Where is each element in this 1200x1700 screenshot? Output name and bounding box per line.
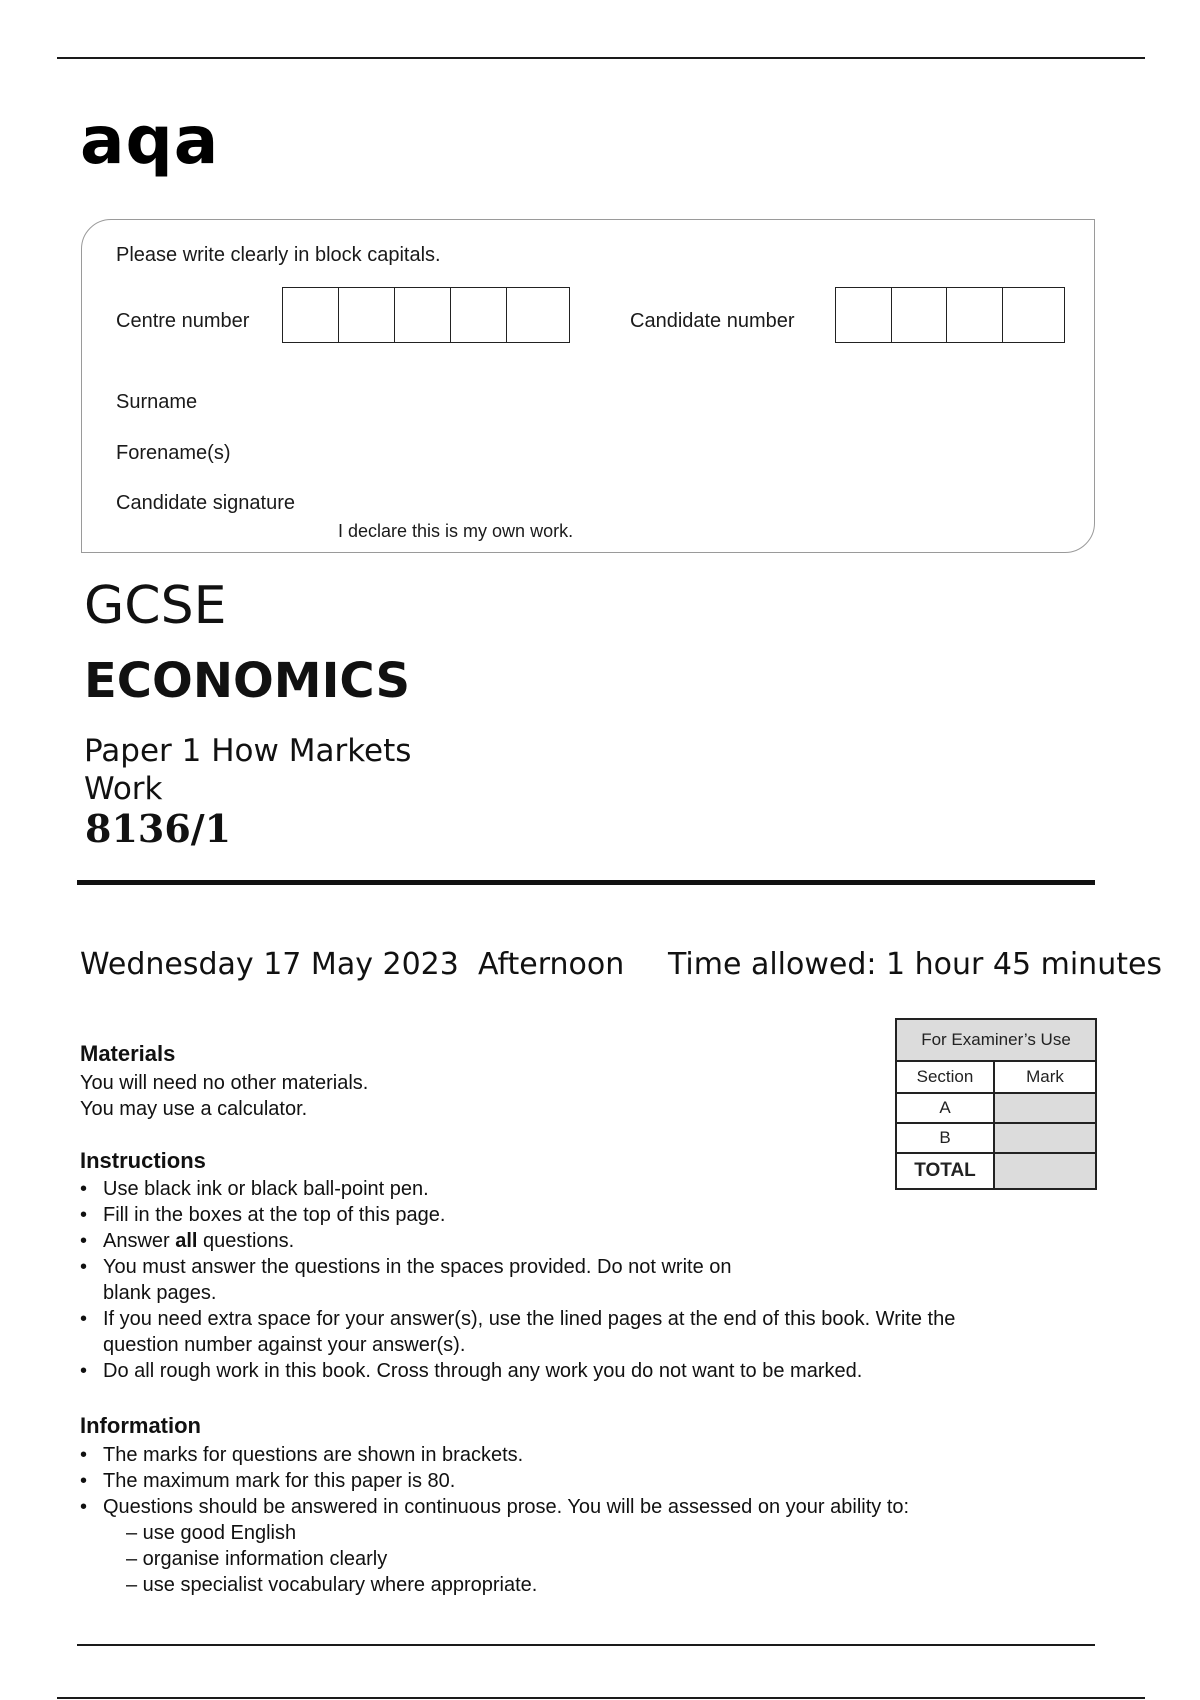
paper-title: Paper 1 How Markets Work [84,733,412,807]
section-column-header: Section [896,1061,994,1093]
bullet: • [80,1308,88,1330]
instruction-item [80,1228,955,1254]
centre-number-label: Centre number [116,310,250,332]
centre-digit-box[interactable] [507,288,565,342]
instructions-heading: Instructions [80,1148,206,1173]
materials-line: You may use a calculator. [80,1098,308,1120]
instruction-emphasis: all [175,1230,198,1252]
section-a-cell: A [896,1093,994,1123]
instruction-text: questions. [197,1230,295,1252]
exam-date: Wednesday 17 May 2023 [80,947,459,982]
information-item [80,1442,909,1468]
assessment-criterion: – use good English [126,1522,297,1544]
assessment-criterion: – organise information clearly [126,1548,388,1570]
information-text: The marks for questions are shown in brackets. [103,1444,524,1466]
bottom-rule [77,1644,1095,1646]
instruction-item [80,1202,955,1228]
information-list [80,1442,909,1598]
materials-line: You will need no other materials. [80,1072,369,1094]
instruction-text: You must answer the questions in the spaces provided. Do not write on [103,1256,732,1278]
bullet: • [80,1470,88,1492]
candidate-digit-box[interactable] [1003,288,1064,342]
forenames-field[interactable] [412,431,1052,467]
instruction-text: Do all rough work in this book. Cross through any work you do not want to be marked. [103,1360,863,1382]
assessment-criterion: – use specialist vocabulary where appropriate. [126,1574,538,1596]
information-text: The maximum mark for this paper is 80. [103,1470,456,1492]
surname-label: Surname [116,391,198,413]
instruction-text: Use black ink or black ball-point pen. [103,1178,429,1200]
centre-digit-box[interactable] [395,288,451,342]
instruction-item [80,1254,955,1306]
centre-digit-box[interactable] [451,288,507,342]
bullet: • [80,1444,88,1466]
bullet: • [80,1360,88,1382]
bullet: • [80,1230,88,1252]
assessment-criteria-list [103,1520,909,1598]
candidate-digit-box[interactable] [947,288,1003,342]
instruction-text: If you need extra space for your answer(s), use the lined pages at the end of this book. Write the [103,1308,956,1330]
page-bottom-rule [57,1697,1145,1699]
signature-field[interactable] [412,481,1052,517]
time-allowed: Time allowed: 1 hour 45 minutes [668,947,1163,982]
candidate-digit-box[interactable] [892,288,948,342]
subject-title: ECONOMICS [84,653,411,709]
instruction-text: blank pages. [103,1282,217,1304]
bullet: • [80,1178,88,1200]
candidate-number-boxes[interactable] [835,287,1065,343]
examiners-use-table [895,1018,1097,1190]
section-a-mark-cell [994,1093,1096,1123]
instruction-item [80,1306,955,1358]
bullet: • [80,1496,88,1518]
candidate-number-label: Candidate number [630,310,795,332]
paper-code: 8136/1 [85,806,232,851]
examiners-use-title: For Examiner’s Use [896,1019,1096,1061]
instruction-text: question number against your answer(s). [103,1334,466,1356]
information-item [80,1494,909,1598]
mark-column-header: Mark [994,1061,1096,1093]
title-divider [77,880,1095,885]
top-rule [57,57,1145,59]
block-capitals-instruction: Please write clearly in block capitals. [116,244,441,266]
materials-heading: Materials [80,1041,176,1066]
information-item [80,1468,909,1494]
instruction-text: Answer [103,1230,176,1252]
total-mark-cell [994,1153,1096,1189]
candidate-details-box [81,219,1095,553]
instruction-item [80,1358,955,1384]
bullet: • [80,1256,88,1278]
section-b-cell: B [896,1123,994,1153]
information-text: Questions should be answered in continuous prose. You will be assessed on your ability to: [103,1496,910,1518]
qualification-title: GCSE [84,576,227,636]
instruction-text: Fill in the boxes at the top of this page. [103,1204,446,1226]
total-label-cell: TOTAL [896,1153,994,1189]
declaration-text: I declare this is my own work. [338,521,574,541]
candidate-digit-box[interactable] [836,288,892,342]
candidate-signature-label: Candidate signature [116,492,296,514]
centre-digit-box[interactable] [339,288,395,342]
centre-digit-box[interactable] [283,288,339,342]
instructions-list [80,1176,955,1384]
exam-session: Afternoon [478,947,625,982]
surname-field[interactable] [412,380,1052,416]
instruction-item [80,1176,955,1202]
information-heading: Information [80,1413,201,1438]
bullet: • [80,1204,88,1226]
section-b-mark-cell [994,1123,1096,1153]
forenames-label: Forename(s) [116,442,231,464]
aqa-logo: aqa [80,102,220,179]
centre-number-boxes[interactable] [282,287,570,343]
